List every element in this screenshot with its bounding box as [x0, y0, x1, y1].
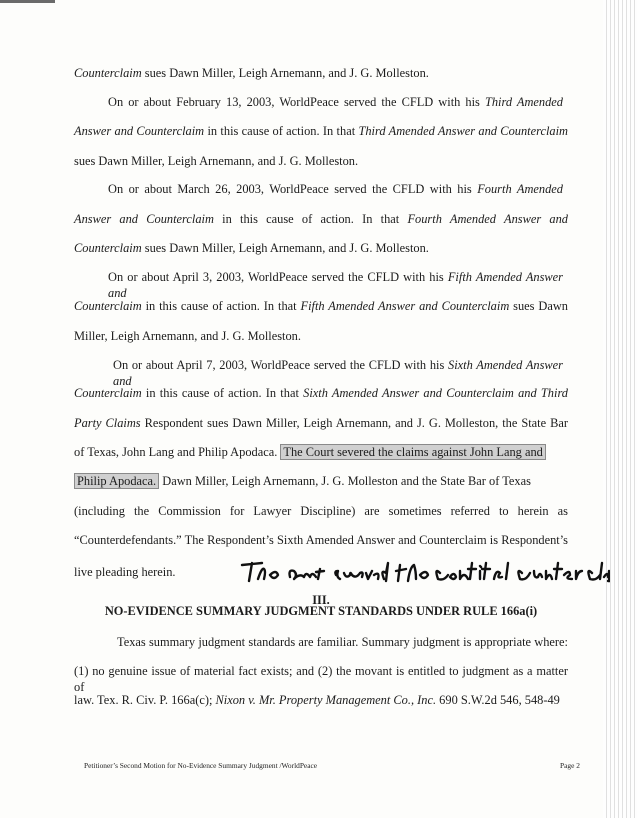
text-run: sues Dawn Miller, Leigh Arnemann, and J. G. Molleston.: [74, 154, 359, 168]
case-title: Sixth Amended Answer and: [113, 358, 563, 388]
text-line: [74, 240, 568, 256]
case-title: Fifth Amended Answer and Counterclaim: [300, 299, 510, 313]
text-line: [108, 269, 563, 301]
text-run: sues Dawn Miller, Leigh Arnemann, and J. G. Molleston.: [141, 66, 429, 80]
text-line: [117, 634, 568, 650]
text-run: On or about April 3, 2003, WorldPeace served the CFLD with his: [108, 270, 448, 284]
highlighted-text: Philip Apodaca.: [74, 473, 159, 489]
text-line: [74, 123, 568, 139]
text-run: Dawn Miller, Leigh Arnemann, J. G. Molleston and the State Bar of Texas: [159, 474, 531, 488]
text-run: “Counterdefendants.” The Respondent’s Sixth Amended Answer and Counterclaim is Respondent’s: [74, 533, 568, 547]
text-run: 690 S.W.2d 546, 548-49: [436, 693, 560, 707]
case-citation: Nixon v. Mr. Property Management Co., Inc.: [215, 693, 437, 707]
text-line: [74, 65, 568, 81]
page-number: Page 2: [560, 761, 580, 770]
text-line: [74, 211, 568, 227]
text-line: [108, 94, 563, 110]
section-number: III.: [312, 593, 330, 607]
text-line: [74, 153, 568, 169]
case-title: Answer and Counterclaim: [74, 124, 205, 138]
text-run: live pleading herein.: [74, 565, 176, 579]
text-line: [74, 298, 568, 314]
text-run: in this cause of action. In that: [141, 386, 304, 400]
case-title: Third Amended Answer and Counterclaim: [358, 124, 568, 138]
text-line: [74, 503, 568, 519]
footer-title: Petitioner’s Second Motion for No-Evidence Summary Judgment /WorldPeace: [84, 761, 318, 770]
case-title: Fourth Amended Answer and: [407, 212, 569, 226]
text-line: [74, 663, 568, 695]
case-title: Party Claims: [74, 416, 141, 430]
text-line: [74, 692, 568, 708]
case-title: Fifth Amended Answer and: [108, 270, 563, 300]
highlighted-text: The Court severed the claims against John Lang and: [280, 444, 545, 460]
text-run: sues Dawn Miller, Leigh Arnemann, and J. G. Molleston.: [141, 241, 429, 255]
text-line: [74, 532, 568, 548]
text-run: in this cause of action. In that: [204, 124, 359, 138]
text-run: (1) no genuine issue of material fact exists; and (2) the movant is entitled to judgment as a matter of: [74, 664, 568, 694]
case-title: Counterclaim: [74, 299, 142, 313]
text-run: Miller, Leigh Arnemann, and J. G. Molleston.: [74, 329, 301, 343]
case-title: Counterclaim: [74, 241, 142, 255]
text-run: On or about March 26, 2003, WorldPeace served the CFLD with his: [108, 182, 478, 196]
case-title: Answer and Counterclaim: [74, 212, 214, 226]
text-run: Respondent sues Dawn Miller, Leigh Arnemann, and J. G. Molleston, the State Bar: [140, 416, 568, 430]
case-title: Sixth Amended Answer and Counterclaim and Third: [303, 386, 568, 400]
text-line: [108, 181, 563, 197]
text-run: (including the Commission for Lawyer Discipline) are sometimes referred to herein as: [74, 504, 568, 518]
text-line: [74, 444, 568, 460]
text-line: [74, 473, 568, 489]
text-run: sues Dawn: [509, 299, 568, 313]
text-line: [74, 328, 568, 344]
section-title: NO-EVIDENCE SUMMARY JUDGMENT STANDARDS UNDER RULE 166a(i): [104, 604, 538, 618]
case-title: Third Amended: [484, 95, 563, 109]
text-run: On or about February 13, 2003, WorldPeace served the CFLD with his: [108, 95, 485, 109]
handwritten-note: [240, 557, 610, 587]
case-title: Fourth Amended: [477, 182, 563, 196]
text-run: On or about April 7, 2003, WorldPeace served the CFLD with his: [113, 358, 448, 372]
case-title: Counterclaim: [74, 386, 142, 400]
text-run: Texas summary judgment standards are familiar. Summary judgment is appropriate where:: [117, 635, 568, 649]
text-run: in this cause of action. In that: [213, 212, 408, 226]
text-run: in this cause of action. In that: [141, 299, 301, 313]
text-line: [74, 415, 568, 431]
text-line: [74, 385, 568, 401]
text-run: law. Tex. R. Civ. P. 166a(c);: [74, 693, 216, 707]
text-run: of Texas, John Lang and Philip Apodaca.: [74, 445, 281, 459]
case-title: Counterclaim: [74, 66, 142, 80]
